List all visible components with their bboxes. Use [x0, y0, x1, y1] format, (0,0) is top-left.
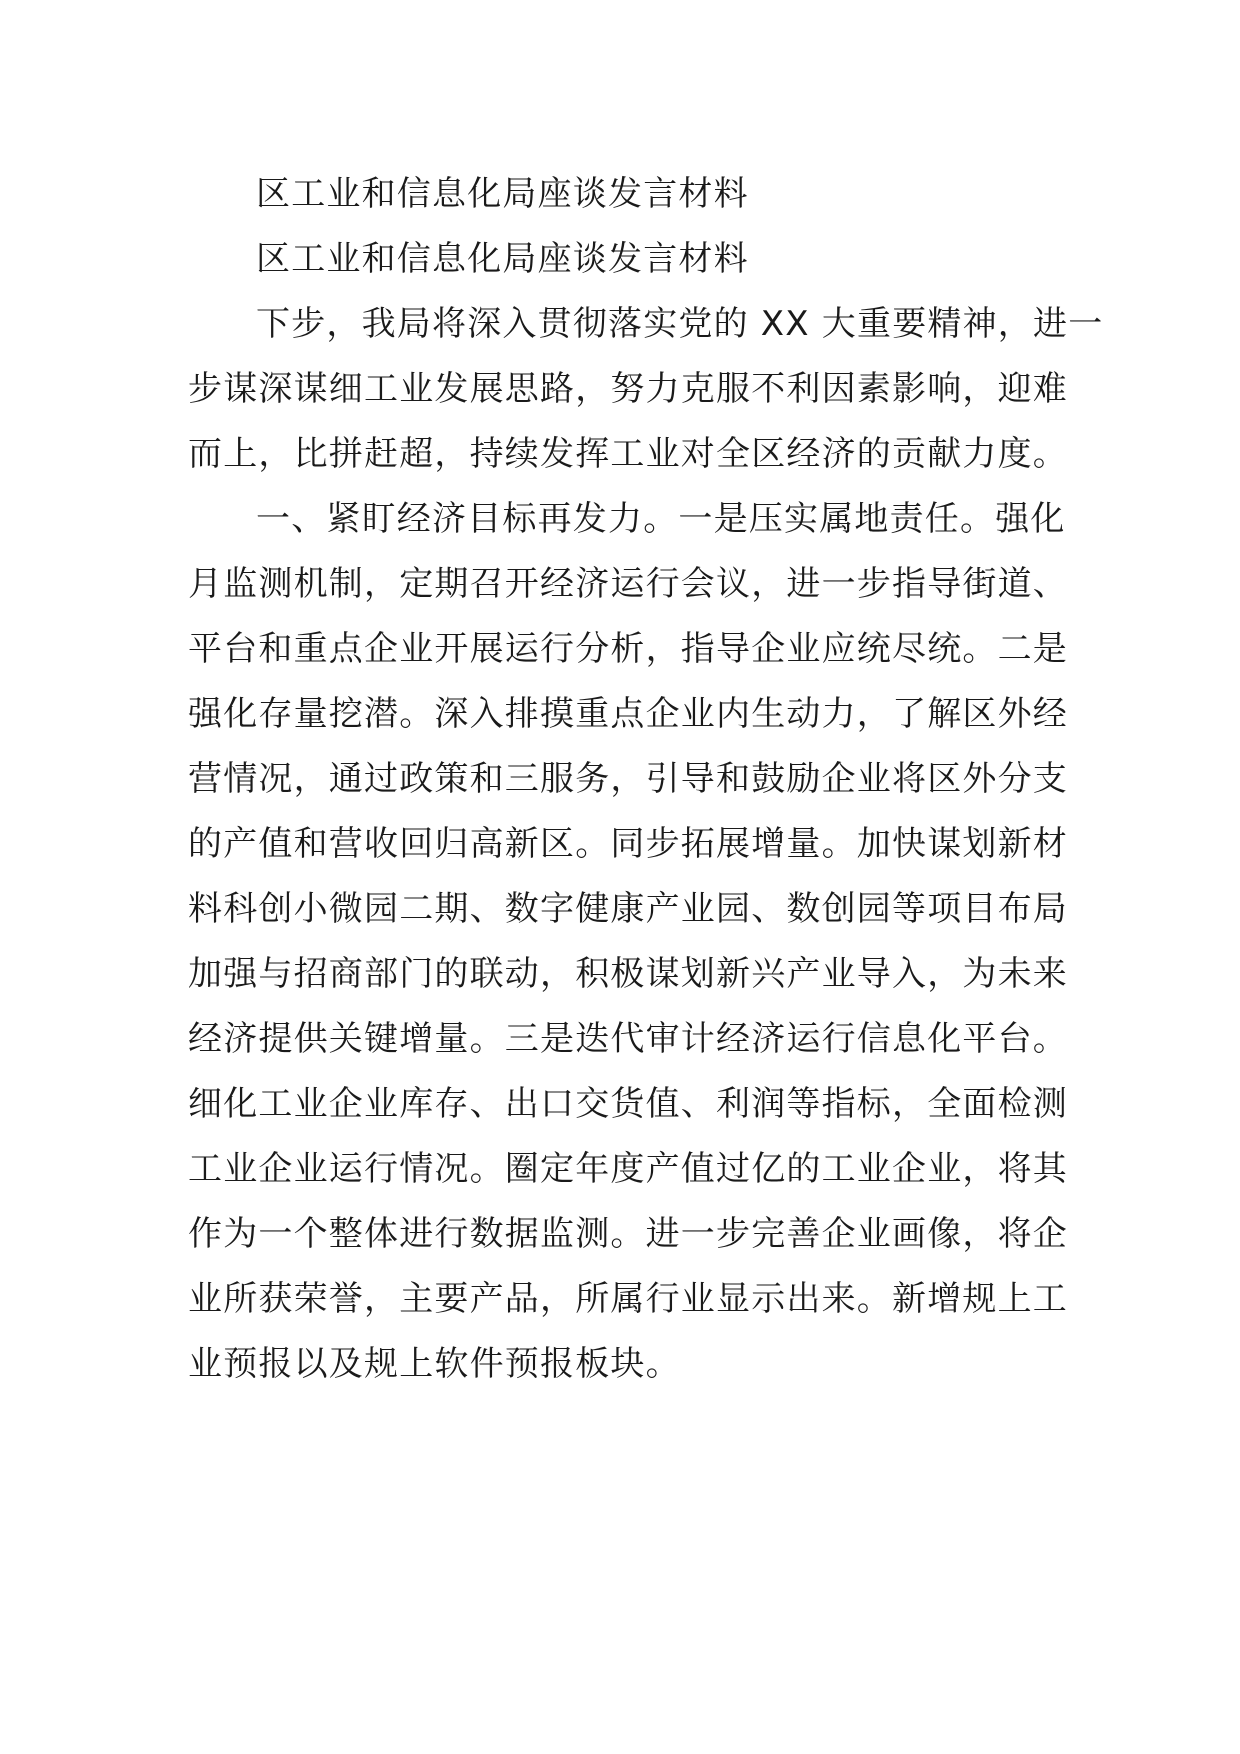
paragraph-line: 业预报以及规上软件预报板块。 — [188, 1344, 681, 1384]
paragraph-line: 下步，我局将深入贯彻落实党的 XX 大重要精神，进一 — [256, 304, 1104, 344]
paragraph-line: 业所获荣誉，主要产品，所属行业显示出来。新增规上工 — [188, 1279, 1068, 1319]
paragraph-line: 料科创小微园二期、数字健康产业园、数创园等项目布局 — [188, 889, 1068, 929]
document-body — [188, 162, 1104, 1397]
paragraph-line: 平台和重点企业开展运行分析，指导企业应统尽统。二是 — [188, 629, 1068, 669]
paragraph-section-one — [188, 487, 1068, 1397]
document-subtitle: 区工业和信息化局座谈发言材料 — [256, 239, 749, 279]
paragraph-line: 营情况，通过政策和三服务，引导和鼓励企业将区外分支 — [188, 759, 1068, 799]
paragraph-line: 一、紧盯经济目标再发力。一是压实属地责任。强化 — [256, 499, 1066, 539]
paragraph-line: 步谋深谋细工业发展思路，努力克服不利因素影响，迎难 — [188, 369, 1068, 409]
paragraph-intro — [188, 292, 1104, 487]
paragraph-line: 而上，比拼赶超，持续发挥工业对全区经济的贡献力度。 — [188, 434, 1068, 474]
paragraph-line: 经济提供关键增量。三是迭代审计经济运行信息化平台。 — [188, 1019, 1068, 1059]
paragraph-line: 作为一个整体进行数据监测。进一步完善企业画像，将企 — [188, 1214, 1068, 1254]
document-title: 区工业和信息化局座谈发言材料 — [256, 174, 749, 214]
paragraph-line: 工业企业运行情况。圈定年度产值过亿的工业企业，将其 — [188, 1149, 1068, 1189]
paragraph-line: 细化工业企业库存、出口交货值、利润等指标，全面检测 — [188, 1084, 1068, 1124]
paragraph-line: 的产值和营收回归高新区。同步拓展增量。加快谋划新材 — [188, 824, 1068, 864]
paragraph-line: 强化存量挖潜。深入排摸重点企业内生动力，了解区外经 — [188, 694, 1068, 734]
paragraph-line: 月监测机制，定期召开经济运行会议，进一步指导街道、 — [188, 564, 1068, 604]
paragraph-line: 加强与招商部门的联动，积极谋划新兴产业导入，为未来 — [188, 954, 1068, 994]
